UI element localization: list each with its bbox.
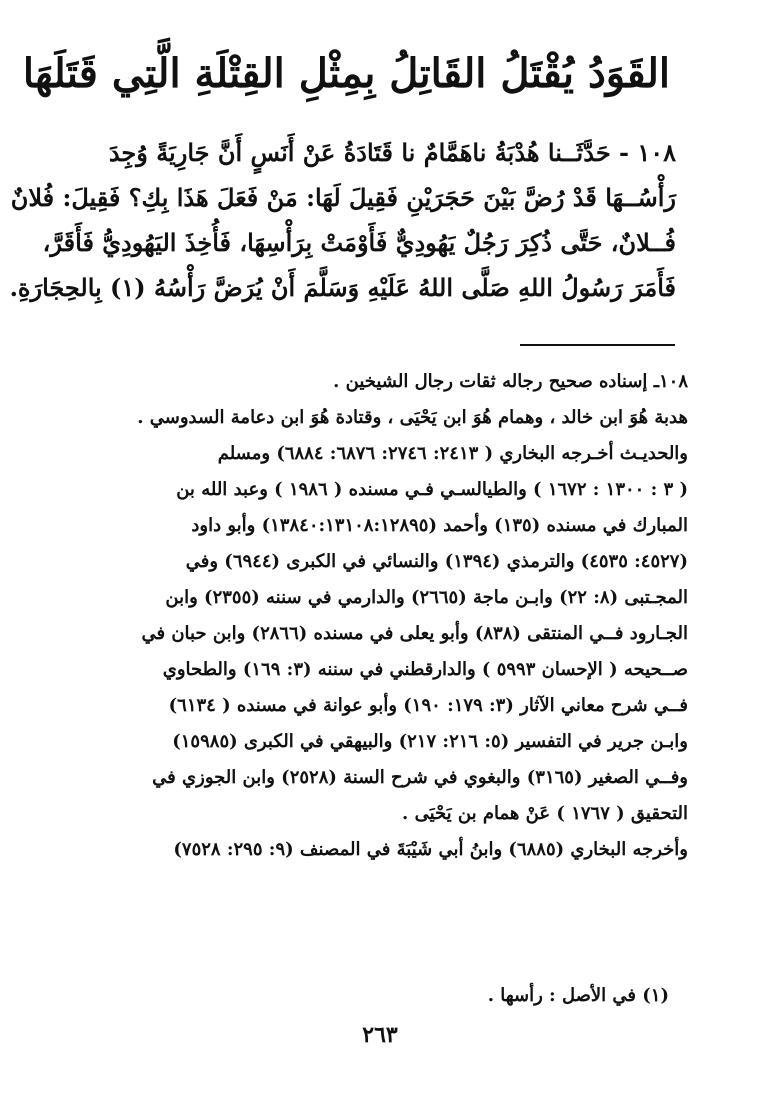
note-line: وأخرجه البخاري (٦٨٨٥) وابنُ أبي شَيْبَةَ في المصنف (٩: ٢٩٥: ٧٥٢٨) xyxy=(173,839,688,860)
note-line: (٤٥٢٧: ٤٥٣٥) والترمذي (١٣٩٤) والنسائي في الكبرى (٦٩٤٤) وفي xyxy=(185,551,688,572)
hadith-line: رَأْسُــهَا قَدْ رُضَّ بَيْنَ حَجَرَيْنِ فَقِيلَ لَهَا: مَنْ فَعَلَ هَذَا بِكِ؟ فَقِيلَ: فُلانٌ xyxy=(10,183,676,212)
note-line: وابـن جرير في التفسير (٥: ٢١٦: ٢١٧) والبيهقي في الكبرى (١٥٩٨٥) xyxy=(172,731,688,752)
hadith-line: فَأَمَرَ رَسُولُ اللهِ صَلَّى اللهُ عَلَيْهِ وَسَلَّمَ أَنْ يُرَضَّ رَأْسُهُ (١) بِالحِجَارَةِ. xyxy=(9,273,676,302)
note-line: وفــي الصغير (٣١٦٥) والبغوي في شرح السنة (٢٥٢٨) وابن الجوزي في xyxy=(152,767,688,788)
note-line: ١٠٨ـ إسناده صحيح رجاله ثقات رجال الشيخين . xyxy=(333,371,688,392)
chapter-title: القَوَدُ يُقْتَلُ القَاتِلُ بِمِثْلِ القِتْلَةِ الَّتِي قَتَلَهَا xyxy=(22,50,670,97)
notes-divider xyxy=(520,344,675,346)
hadith-line: ١٠٨ - حَدَّثَــنا هُدْبَةُ ناهَمَّامٌ نا قَتَادَةُ عَنْ أَنَسٍ أَنَّ جَارِيَةً وُجِدَ xyxy=(108,138,676,167)
page-number: ٢٦٣ xyxy=(362,1022,398,1048)
note-line: التحقيق ( ١٧٦٧ ) عَنْ همام بن يَحْيَى . xyxy=(402,803,688,824)
note-line: الجـارود فــي المنتقى (٨٣٨) وأبو يعلى في مسنده (٢٨٦٦) وابن حبان في xyxy=(141,623,688,644)
takhrij-notes xyxy=(88,364,688,868)
footnote: (١) في الأصل : رأسها . xyxy=(487,985,669,1006)
note-line: والحديـث أخـرجه البخاري ( ٢٤١٣: ٢٧٤٦: ٦٨٧٦: ٦٨٨٤) ومسلم xyxy=(217,443,688,464)
note-line: المبارك في مسنده (١٣٥) وأحمد (١٣٨٤٠:١٣١٠٨:١٢٨٩٥) وأبو داود xyxy=(191,515,688,536)
note-line: هدبة هُوَ ابن خالد ، وهمام هُوَ ابن يَحْيَى ، وقتادة هُوَ ابن دعامة السدوسي . xyxy=(137,407,688,428)
hadith-line: فُــلانٌ، حَتَّى ذُكِرَ رَجُلٌ يَهُودِيٌّ فَأَوْمَتْ بِرَأْسِهَا، فَأُخِذَ اليَهُودِيُّ فَأَقَرَّ، xyxy=(42,228,676,257)
note-line: صــحيحه ( الإحسان ٥٩٩٣ ) والدارقطني في سننه (٣: ١٦٩) والطحاوي xyxy=(162,659,688,680)
note-line: فــي شرح معاني الآثار (٣: ١٧٩: ١٩٠) وأبو عوانة في مسنده ( ٦١٣٤) xyxy=(168,695,688,716)
note-line: المجـتبى (٨: ٢٢) وابـن ماجة (٢٦٦٥) والدارمي في سننه (٢٣٥٥) وابن xyxy=(165,587,688,608)
note-line: ( ٣ : ١٣٠٠ : ١٦٧٢ ) والطيالسـي فـي مسنده ( ١٩٨٦ ) وعبد الله بن xyxy=(176,479,688,500)
hadith-text xyxy=(9,130,676,310)
